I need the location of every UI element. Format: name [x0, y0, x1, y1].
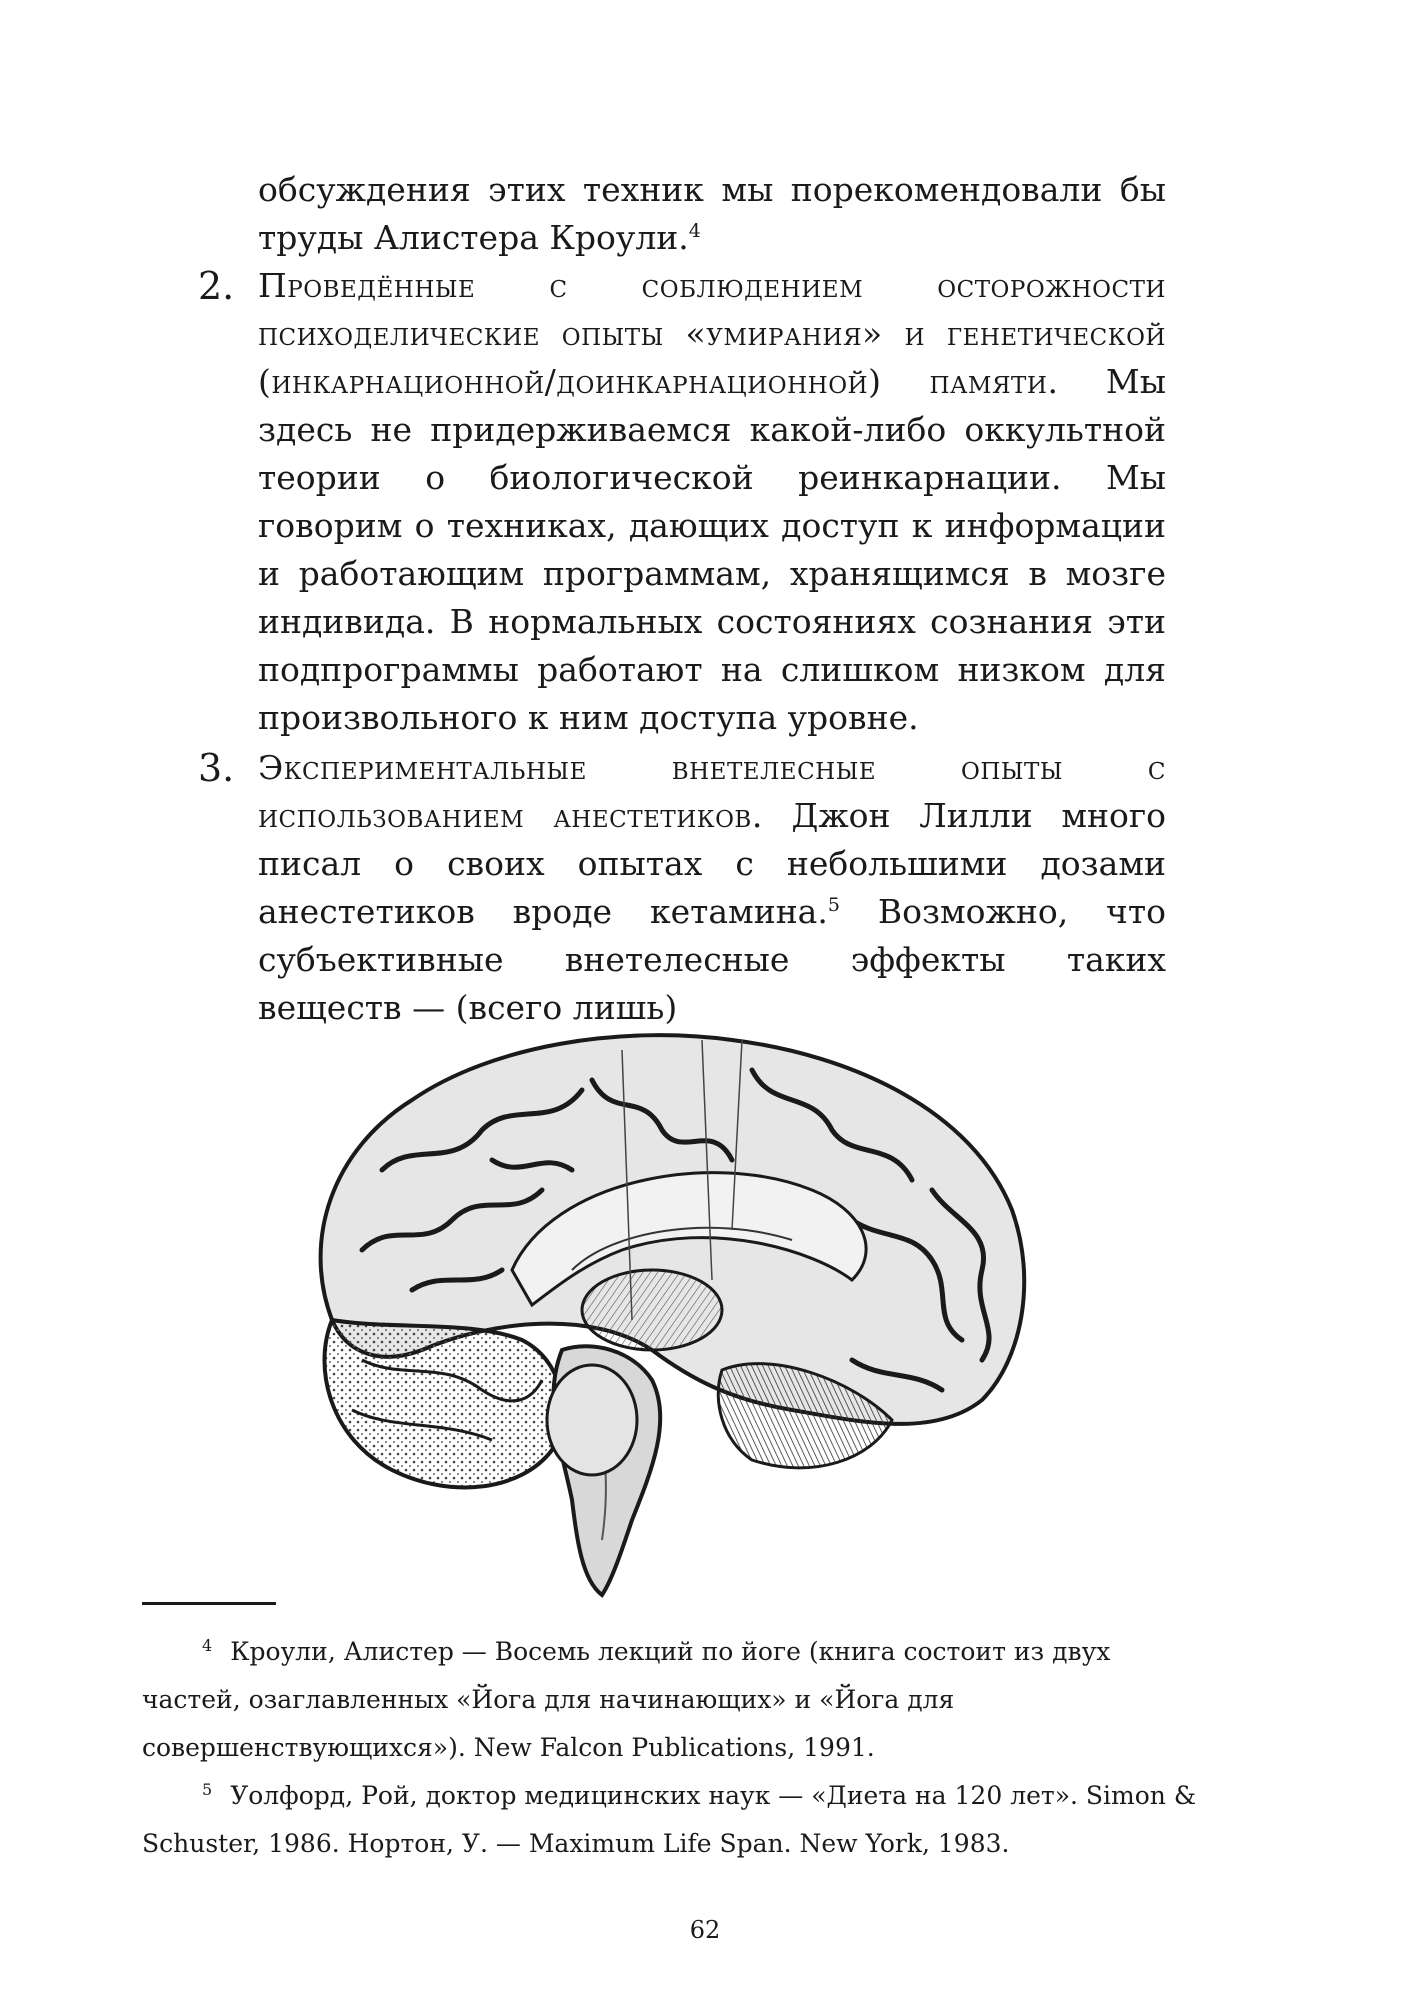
list-item-3-text-cont: Возможно, что субъективные внетелесные эффекты таких веществ — (всего лишь) [258, 892, 1167, 1027]
list-item-3-heading: Экспериментальные внетелесные опыты с использованием анестетиков. [258, 748, 1166, 835]
footnote-4-mark: 4 [202, 1635, 213, 1655]
brain-illustration-icon [292, 1020, 1032, 1600]
footnote-ref-4: 4 [688, 220, 701, 242]
list-item-2-heading: Проведённые с соблюдением осторожности психоделические опыты «умирания» и генетической (инкарнационной/доинкарнационной) памяти. [258, 266, 1166, 401]
footnote-5-text: Уолфорд, Рой, доктор медицинских наук — «Диета на 120 лет». Simon & Schuster, 1986. Нортон, У. — Maximum Life Span. New York, 1983. [142, 1781, 1197, 1858]
intro-paragraph [258, 166, 1166, 262]
footnote-ref-5: 5 [827, 894, 840, 916]
thalamus [582, 1270, 722, 1350]
list-number-2: 2. [198, 264, 235, 308]
list-item-2 [258, 262, 1166, 742]
page-number: 62 [689, 1916, 721, 1944]
cerebellum [325, 1320, 563, 1487]
footnote-5 [142, 1772, 1208, 1868]
footnote-5-mark: 5 [202, 1779, 213, 1799]
list-item-3 [258, 744, 1166, 1032]
footnote-4-text: Кроули, Алистер — Восемь лекций по йоге (книга состоит из двух частей, озаглавленных «Йога для начинающих» и «Йога для совершенствующихся»). New Falcon Publications, 1991. [142, 1637, 1111, 1762]
list-number-3: 3. [198, 746, 235, 790]
intro-text: обсуждения этих техник мы порекомендовали бы труды Алистера Кроули. [258, 170, 1166, 257]
list-item-3-text: Джон Лилли много писал о своих опытах с небольшими дозами анестетиков вроде кетамина. [258, 796, 1167, 931]
footnote-divider [142, 1602, 276, 1605]
list-item-2-text: Мы здесь не придерживаемся какой-либо оккультной теории о биологической реинкарнации. Мы говорим о техниках, дающих доступ к информации и работающим программам, хранящимся в мозге индивида. В нормальных состояниях сознания эти подпрограммы работают на слишком низком для произвольного к ним доступа уровне. [258, 362, 1166, 737]
footnote-4 [142, 1628, 1208, 1772]
